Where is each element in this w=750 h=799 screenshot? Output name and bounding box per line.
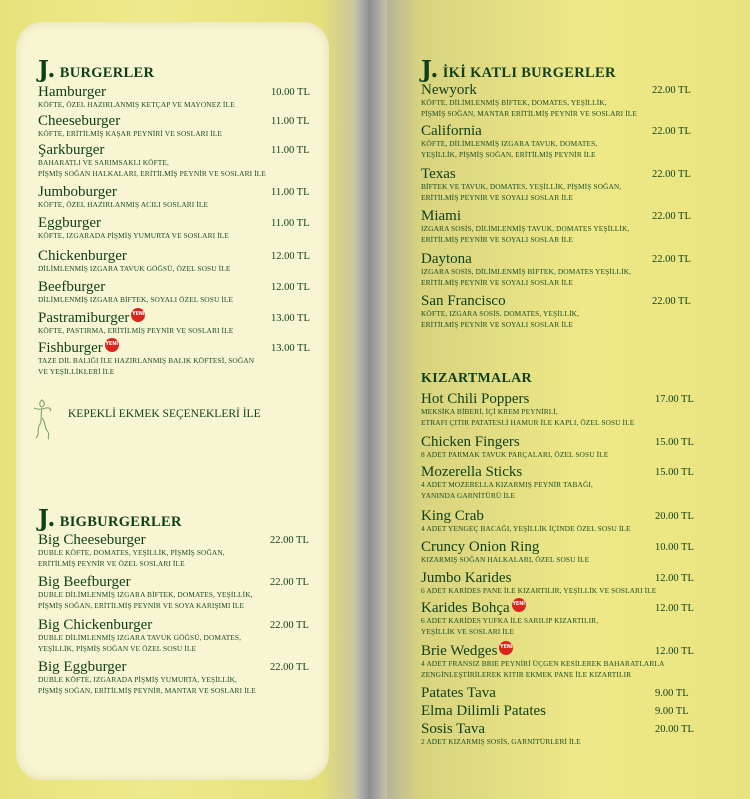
menu-item-price: 10.00 TL bbox=[655, 542, 694, 553]
menu-item-name-text: Fishburger bbox=[38, 340, 103, 356]
menu-item-name-text: Jumboburger bbox=[38, 184, 117, 200]
menu-item bbox=[421, 293, 579, 330]
menu-item-description: KÖFTE, DİLİMLENMİŞ BİFTEK, DOMATES, YEŞİLLİK, bbox=[421, 98, 607, 107]
menu-item bbox=[38, 659, 256, 696]
new-badge-icon: YENİ bbox=[499, 641, 513, 655]
menu-item-description: ERİTİLMİŞ PEYNİR VE SOYALI SOSLAR İLE bbox=[421, 319, 573, 329]
menu-item-price: 22.00 TL bbox=[652, 85, 691, 96]
menu-item-price: 13.00 TL bbox=[271, 313, 310, 324]
menu-item-description: PİŞMİŞ SOĞAN, MANTAR ERİTİLMİŞ PEYNİR VE SOSLARI İLE bbox=[421, 108, 637, 118]
menu-item-price: 12.00 TL bbox=[271, 251, 310, 262]
bread-options-note: KEPEKLİ EKMEK SEÇENEKLERİ İLE bbox=[68, 408, 261, 420]
menu-item-description: KÖFTE, DİLİMLENMİŞ IZGARA TAVUK, DOMATES, bbox=[421, 139, 598, 148]
menu-item bbox=[38, 279, 233, 306]
menu-item-name-text: King Crab bbox=[421, 508, 484, 524]
menu-item-description: BAHARATLI VE SARIMSAKLI KÖFTE, bbox=[38, 158, 169, 167]
menu-item bbox=[421, 643, 664, 680]
menu-item-description: ERİTİLMİŞ PEYNİR VE SOYALI SOSLAR İLE bbox=[421, 192, 573, 202]
menu-item bbox=[38, 84, 235, 111]
menu-item-name-text: Şarkburger bbox=[38, 142, 105, 158]
menu-item-price: 22.00 TL bbox=[652, 211, 691, 222]
menu-item-price: 22.00 TL bbox=[652, 296, 691, 307]
menu-item-name-text: California bbox=[421, 123, 482, 139]
menu-item bbox=[38, 248, 230, 275]
menu-item-description: 2 ADET KIZARMIŞ SOSİS, GARNİTÜRLERİ İLE bbox=[421, 737, 581, 746]
menu-item-description: PİŞMİŞ SOĞAN HALKALARI, ERİTİLMİŞ PEYNİR VE SOSLARI İLE bbox=[38, 168, 266, 178]
menu-item-price: 22.00 TL bbox=[652, 169, 691, 180]
menu-item-name bbox=[421, 721, 581, 737]
menu-item-name-text: Brie Wedges bbox=[421, 643, 498, 659]
menu-item-name bbox=[38, 340, 254, 356]
menu-item bbox=[38, 574, 253, 611]
menu-item-description: IZGARA SOSİS, DİLİMLENMİŞ BİFTEK, DOMATES YEŞİLLİK, bbox=[421, 267, 632, 276]
menu-item-name-text: Eggburger bbox=[38, 215, 102, 231]
menu-item-name-text: Mozerella Sticks bbox=[421, 464, 523, 480]
menu-item bbox=[421, 464, 593, 501]
new-badge-icon: YENİ bbox=[512, 598, 526, 612]
menu-item-name-text: San Francisco bbox=[421, 293, 506, 309]
menu-item-price: 11.00 TL bbox=[271, 187, 310, 198]
menu-item-price: 22.00 TL bbox=[270, 662, 309, 673]
menu-item-name-text: Hamburger bbox=[38, 84, 107, 100]
menu-item-description: VE YEŞİLLİKLERİ İLE bbox=[38, 366, 115, 376]
menu-item bbox=[38, 184, 208, 211]
menu-item-description: DUBLE DİLİMLENMİŞ IZGARA BİFTEK, DOMATES, YEŞİLLİK, bbox=[38, 590, 253, 599]
menu-item-price: 12.00 TL bbox=[655, 646, 694, 657]
menu-item-price: 11.00 TL bbox=[271, 116, 310, 127]
menu-item-price: 12.00 TL bbox=[271, 282, 310, 293]
menu-item-name bbox=[421, 508, 631, 524]
menu-item-name-text: Big Cheeseburger bbox=[38, 532, 146, 548]
menu-item bbox=[38, 142, 266, 179]
menu-item-description: ERİTİLMİŞ PEYNİR VE SOYALI SOSLAR İLE bbox=[421, 277, 573, 287]
menu-item-name-text: Big Beefburger bbox=[38, 574, 131, 590]
menu-item-price: 20.00 TL bbox=[655, 724, 694, 735]
menu-item bbox=[421, 208, 629, 245]
menu-item bbox=[38, 532, 225, 569]
menu-item-description: 6 ADET KARİDES PANE İLE KIZARTILIR, YEŞİLLİK VE SOSLARI İLE bbox=[421, 586, 657, 595]
menu-item-description: 4 ADET FRANSIZ BRIE PEYNİRİ ÜÇGEN KESİLEREK BAHARATLARLA bbox=[421, 659, 665, 668]
menu-item-name-text: Chicken Fingers bbox=[421, 434, 520, 450]
menu-item-description: MEKSİKA BİBERİ, İÇİ KREM PEYNİRLİ, bbox=[421, 407, 558, 416]
menu-item bbox=[421, 539, 589, 566]
menu-item-description: BİFTEK VE TAVUK, DOMATES, YEŞİLLİK, PİŞMİŞ SOĞAN, bbox=[421, 182, 622, 191]
menu-item-name bbox=[421, 166, 621, 182]
menu-item-name bbox=[38, 142, 266, 158]
menu-item-name bbox=[421, 293, 579, 309]
menu-item-description: ZENGİNLEŞTİRİLEREK KITIR EKMEK PANE İLE KIZARTILIR bbox=[421, 669, 632, 679]
menu-item-name bbox=[38, 84, 235, 100]
menu-item-description: DUBLE DİLİMLENMİŞ IZGARA TAVUK GÖĞSÜ, DOMATES, bbox=[38, 633, 242, 642]
menu-item-description: PİŞMİŞ SOĞAN, ERİTİLMİŞ PEYNİR VE SOYA KARIŞIMI İLE bbox=[38, 600, 245, 610]
menu-item-description: KÖFTE, PASTIRMA, ERİTİLMİŞ PEYNİR VE SOSLARI İLE bbox=[38, 326, 234, 335]
menu-item bbox=[38, 113, 222, 140]
menu-item bbox=[421, 434, 608, 461]
menu-item-name bbox=[38, 215, 229, 231]
j-logo: J. bbox=[421, 56, 439, 83]
menu-item-price: 22.00 TL bbox=[270, 535, 309, 546]
j-logo: J. bbox=[38, 505, 56, 532]
menu-item-name-text: Texas bbox=[421, 166, 456, 182]
menu-item-description: DİLİMLENMİŞ IZGARA BİFTEK, SOYALI ÖZEL SOSU İLE bbox=[38, 295, 234, 304]
menu-item-name bbox=[38, 659, 256, 675]
menu-item-price: 11.00 TL bbox=[271, 145, 310, 156]
menu-item-name bbox=[38, 184, 208, 200]
menu-item-price: 11.00 TL bbox=[271, 218, 310, 229]
menu-item-name bbox=[421, 123, 597, 139]
menu-item-description: YEŞİLLİK, PİŞMİŞ SOĞAN, ERİTİLMİŞ PEYNİR İLE bbox=[421, 149, 596, 159]
menu-item-name bbox=[421, 600, 598, 616]
menu-item-price: 15.00 TL bbox=[655, 467, 694, 478]
menu-item-price: 22.00 TL bbox=[652, 126, 691, 137]
menu-item-name-text: Miami bbox=[421, 208, 461, 224]
menu-item bbox=[38, 310, 233, 337]
menu-item-description: PİŞMİŞ SOĞAN, ERİTİLMİŞ PEYNİR, MANTAR VE SOSLARI İLE bbox=[38, 685, 256, 695]
menu-item bbox=[421, 82, 637, 119]
menu-item-price: 20.00 TL bbox=[655, 511, 694, 522]
menu-item-name bbox=[421, 434, 608, 450]
figure-icon bbox=[30, 398, 54, 440]
menu-item-price: 9.00 TL bbox=[655, 688, 689, 699]
menu-item-name-text: Daytona bbox=[421, 251, 472, 267]
menu-item-description: DİLİMLENMİŞ IZGARA TAVUK GÖĞSÜ, ÖZEL SOSU İLE bbox=[38, 264, 231, 273]
section-title-kizartmalar: KIZARTMALAR bbox=[421, 371, 532, 386]
menu-item bbox=[421, 721, 581, 748]
menu-item-description: KÖFTE, ÖZEL HAZIRLANMIŞ KETÇAP VE MAYONEZ İLE bbox=[38, 100, 235, 109]
menu-item bbox=[421, 508, 631, 535]
menu-item-price: 22.00 TL bbox=[652, 254, 691, 265]
menu-item-name-text: Pastramiburger bbox=[38, 310, 130, 326]
menu-item bbox=[421, 391, 634, 428]
menu-item bbox=[421, 685, 496, 701]
menu-item-name-text: Newyork bbox=[421, 82, 477, 98]
menu-item-name bbox=[421, 251, 631, 267]
menu-item bbox=[421, 570, 656, 597]
menu-item-name-text: Beefburger bbox=[38, 279, 106, 295]
menu-item bbox=[421, 166, 621, 203]
menu-item bbox=[38, 617, 241, 654]
menu-item bbox=[421, 123, 597, 160]
j-logo: J. bbox=[38, 56, 56, 83]
menu-item-description: DUBLE KÖFTE, DOMATES, YEŞİLLİK, PİŞMİŞ SOĞAN, bbox=[38, 548, 225, 557]
menu-item bbox=[38, 340, 254, 377]
menu-item bbox=[421, 703, 546, 719]
menu-item-price: 12.00 TL bbox=[655, 603, 694, 614]
menu-item-name bbox=[421, 685, 496, 701]
menu-item-name-text: Big Chickenburger bbox=[38, 617, 153, 633]
menu-item-description: ETRAFI ÇITIR PATATESLİ HAMUR İLE KAPLI, ÖZEL SOSU İLE bbox=[421, 417, 635, 427]
menu-item-price: 9.00 TL bbox=[655, 706, 689, 717]
menu-item-name-text: Cheeseburger bbox=[38, 113, 121, 129]
menu-item-name-text: Sosis Tava bbox=[421, 721, 486, 737]
new-badge-icon: YENİ bbox=[131, 308, 145, 322]
menu-item-description: KÖFTE, ÖZEL HAZIRLANMIŞ ACILI SOSLARI İLE bbox=[38, 200, 209, 209]
menu-item-price: 15.00 TL bbox=[655, 437, 694, 448]
menu-item-name-text: Big Eggburger bbox=[38, 659, 127, 675]
menu-item-description: IZGARA SOSİS, DİLİMLENMİŞ TAVUK, DOMATES YEŞİLLİK, bbox=[421, 224, 630, 233]
menu-item-description: 4 ADET YENGEÇ BACAĞI, YEŞİLLİK İÇİNDE ÖZEL SOSU İLE bbox=[421, 524, 631, 533]
menu-item-price: 17.00 TL bbox=[655, 394, 694, 405]
menu-item-description: KÖFTE, ERİTİLMİŞ KAŞAR PEYNİRİ VE SOSLARI İLE bbox=[38, 129, 222, 138]
menu-item-description: 4 ADET MOZERELLA KIZARMIŞ PEYNİR TABAĞI, bbox=[421, 480, 593, 489]
menu-item-description: YEŞİLLİK VE SOSLARI İLE bbox=[421, 626, 515, 636]
menu-item-name bbox=[421, 391, 634, 407]
menu-item-name bbox=[38, 248, 230, 264]
menu-item bbox=[38, 215, 229, 242]
menu-item-name bbox=[421, 208, 629, 224]
menu-item-name-text: Hot Chili Poppers bbox=[421, 391, 530, 407]
menu-item-price: 22.00 TL bbox=[270, 620, 309, 631]
menu-item-description: YANINDA GARNİTÜRÜ İLE bbox=[421, 490, 516, 500]
menu-item-price: 10.00 TL bbox=[271, 87, 310, 98]
menu-item-description: DUBLE KÖFTE, IZGARADA PİŞMİŞ YUMURTA, YEŞİLLİK, bbox=[38, 675, 237, 684]
section-title-iki-katli-burgerler: J. İKİ KATLI BURGERLER bbox=[421, 56, 616, 83]
menu-item-name bbox=[421, 570, 656, 586]
menu-item-description: ERİTİLMİŞ PEYNİR VE SOYALI SOSLAR İLE bbox=[421, 234, 573, 244]
menu-item-description: 6 ADET KARİDES YUFKA İLE SARILIP KIZARTILIR, bbox=[421, 616, 599, 625]
menu-item-description: YEŞİLLİK, PİŞMİŞ SOĞAN VE ÖZEL SOSU İLE bbox=[38, 643, 197, 653]
menu-item-description: 8 ADET PARMAK TAVUK PARÇALARI, ÖZEL SOSU İLE bbox=[421, 450, 609, 459]
new-badge-icon: YENİ bbox=[105, 338, 119, 352]
menu-item-name-text: Chickenburger bbox=[38, 248, 127, 264]
menu-item-name bbox=[421, 464, 593, 480]
menu-item-name-text: Jumbo Karides bbox=[421, 570, 512, 586]
menu-item-name bbox=[38, 113, 222, 129]
menu-item-name bbox=[421, 703, 546, 719]
menu-item-name-text: Karides Bohça bbox=[421, 600, 510, 616]
menu-item-name-text: Cruncy Onion Ring bbox=[421, 539, 540, 555]
menu-item-price: 22.00 TL bbox=[270, 577, 309, 588]
menu-item-name-text: Elma Dilimli Patates bbox=[421, 703, 546, 719]
menu-item bbox=[421, 251, 631, 288]
section-title-burgerler: J. BURGERLER bbox=[38, 56, 155, 83]
menu-item-name-text: Patates Tava bbox=[421, 685, 496, 701]
menu-item-name bbox=[421, 82, 637, 98]
menu-item-description: KÖFTE, IZGARA SOSİS, DOMATES, YEŞİLLİK, bbox=[421, 309, 580, 318]
menu-item-price: 13.00 TL bbox=[271, 343, 310, 354]
menu-item bbox=[421, 600, 598, 637]
menu-item-name bbox=[38, 574, 253, 590]
menu-item-name bbox=[38, 617, 241, 633]
menu-item-description: KÖFTE, IZGARADA PİŞMİŞ YUMURTA VE SOSLARI İLE bbox=[38, 231, 229, 240]
menu-item-name bbox=[38, 310, 233, 326]
menu-item-description: KIZARMIŞ SOĞAN HALKALARI, ÖZEL SOSU İLE bbox=[421, 555, 590, 564]
menu-item-name bbox=[421, 643, 664, 659]
book-spine bbox=[355, 0, 387, 799]
menu-item-name bbox=[421, 539, 589, 555]
menu-item-name bbox=[38, 279, 233, 295]
menu-item-name bbox=[38, 532, 225, 548]
menu-item-description: TAZE DİL BALIĞI İLE HAZIRLANMIŞ BALIK KÖFTESİ, SOĞAN bbox=[38, 356, 255, 365]
menu-item-price: 12.00 TL bbox=[655, 573, 694, 584]
menu-item-description: ERİTİLMİŞ PEYNİR VE ÖZEL SOSLARI İLE bbox=[38, 558, 185, 568]
section-title-bigburgerler: J. BIGBURGERLER bbox=[38, 505, 182, 532]
